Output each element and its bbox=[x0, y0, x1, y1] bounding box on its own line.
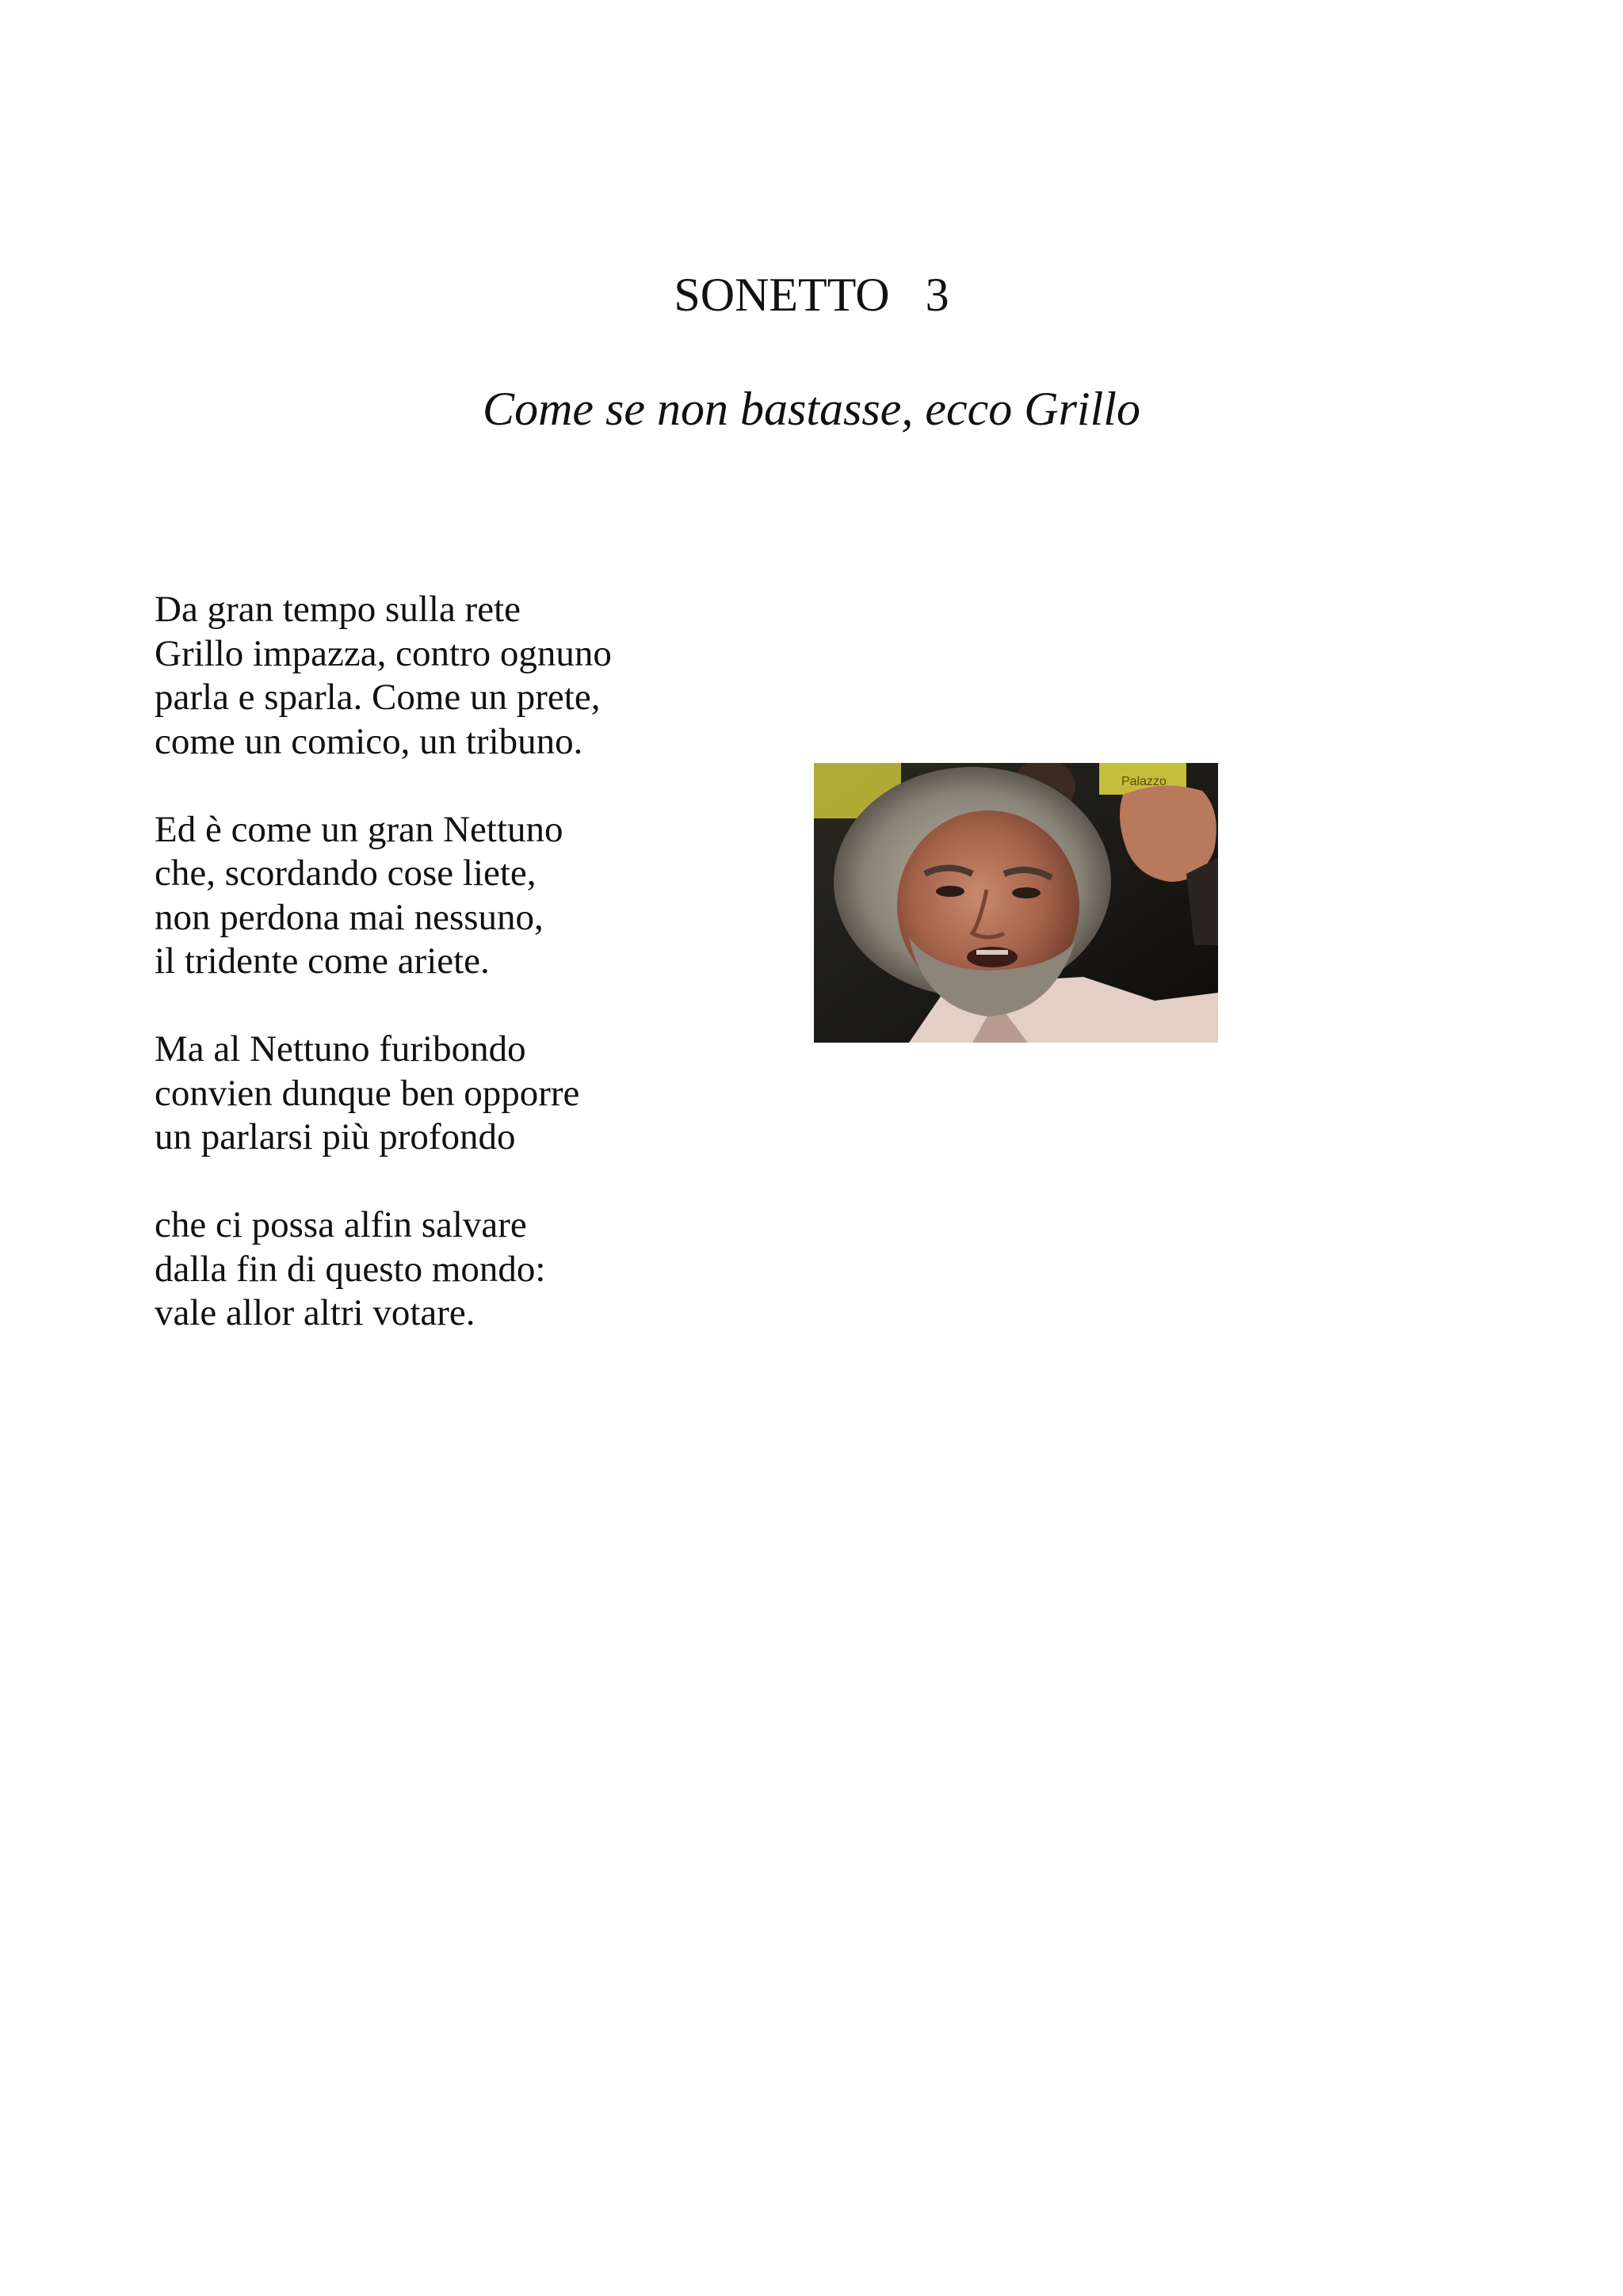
verse: dalla fin di questo mondo: bbox=[155, 1248, 546, 1290]
verse: non perdona mai nessuno, bbox=[155, 896, 544, 938]
verse: che ci possa alfin salvare bbox=[155, 1204, 527, 1245]
sign-text: Palazzo bbox=[1121, 775, 1167, 788]
poem-subtitle: Come se non bastasse, ecco Grillo bbox=[483, 383, 1140, 435]
stanza-3 bbox=[155, 1028, 725, 1160]
poem-title: SONETTO 3 bbox=[674, 269, 949, 321]
portrait-illustration bbox=[814, 763, 1218, 1043]
verse: Ma al Nettuno furibondo bbox=[155, 1028, 526, 1070]
verse: che, scordando cose liete, bbox=[155, 852, 537, 894]
poem-body bbox=[155, 588, 725, 1379]
verse: un parlarsi più profondo bbox=[155, 1116, 516, 1158]
verse: Ed è come un gran Nettuno bbox=[155, 808, 563, 850]
stanza-4 bbox=[155, 1203, 725, 1336]
stanza-1 bbox=[155, 588, 725, 764]
verse: convien dunque ben opporre bbox=[155, 1072, 580, 1114]
verse: Grillo impazza, contro ognuno bbox=[155, 632, 612, 674]
verse: Da gran tempo sulla rete bbox=[155, 589, 521, 630]
stanza-2 bbox=[155, 808, 725, 984]
verse: il tridente come ariete. bbox=[155, 940, 490, 982]
verse: parla e sparla. Come un prete, bbox=[155, 677, 601, 718]
portrait-photo bbox=[814, 763, 1218, 1043]
verse: vale allor altri votare. bbox=[155, 1292, 475, 1333]
verse: come un comico, un tribuno. bbox=[155, 720, 583, 762]
